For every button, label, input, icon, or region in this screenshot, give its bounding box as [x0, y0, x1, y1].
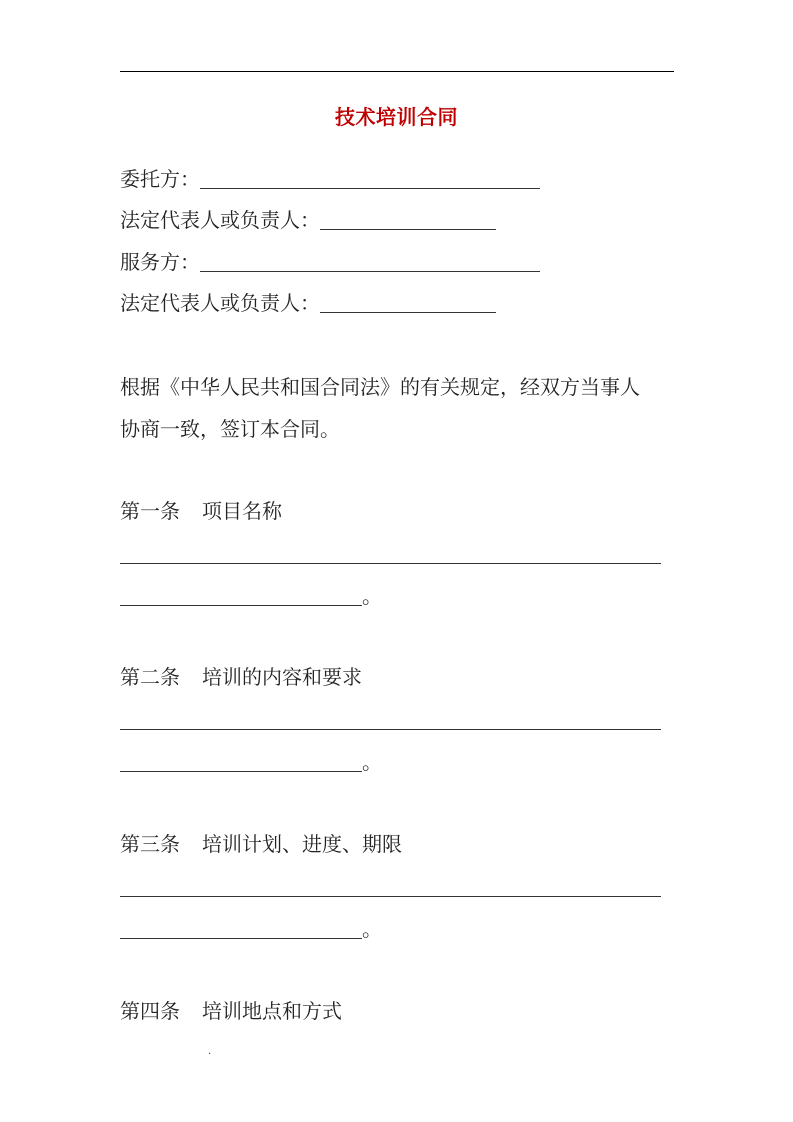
- article-4-number: 第四条: [120, 999, 180, 1023]
- party-provider-line: [120, 248, 540, 276]
- party-client-line: [120, 165, 540, 193]
- preamble-line-1: 根据《中华人民共和国合同法》的有关规定，经双方当事人: [120, 375, 640, 399]
- document-title: 技术培训合同: [335, 105, 458, 129]
- article-3-blank-line-1: [120, 873, 661, 901]
- party-client-blank[interactable]: [200, 168, 540, 189]
- article-2-blank-line-2: [120, 748, 382, 776]
- article-2-number: 第二条: [120, 665, 180, 689]
- header-rule: [120, 71, 674, 72]
- footer-mark: .: [208, 1046, 212, 1057]
- article-2-heading: [120, 663, 362, 691]
- party-client-label: 委托方：: [120, 167, 200, 191]
- article-1-blank-line-1: [120, 540, 661, 568]
- client-representative-blank[interactable]: [320, 209, 496, 230]
- article-3-blank-line-2: [120, 915, 382, 943]
- party-provider-label: 服务方：: [120, 250, 200, 274]
- article-3-title: 培训计划、进度、期限: [202, 832, 402, 856]
- article-2-blank-part[interactable]: [120, 751, 362, 772]
- article-3-number: 第三条: [120, 832, 180, 856]
- article-2-blank-full[interactable]: [120, 709, 661, 730]
- article-1-heading: [120, 497, 282, 525]
- article-1-blank-line-2: [120, 582, 382, 610]
- article-2-blank-line-1: [120, 706, 661, 734]
- article-3-blank-full[interactable]: [120, 876, 661, 897]
- article-4-heading: [120, 997, 342, 1025]
- article-1-blank-full[interactable]: [120, 543, 661, 564]
- article-1-title: 项目名称: [202, 499, 282, 523]
- provider-representative-blank[interactable]: [320, 292, 496, 313]
- article-1-blank-part[interactable]: [120, 585, 362, 606]
- provider-representative-line: [120, 289, 496, 317]
- article-3-heading: [120, 830, 402, 858]
- article-2-end-mark: 。: [362, 750, 382, 774]
- article-1-number: 第一条: [120, 499, 180, 523]
- article-2-title: 培训的内容和要求: [202, 665, 362, 689]
- party-provider-blank[interactable]: [200, 251, 540, 272]
- article-3-blank-part[interactable]: [120, 918, 362, 939]
- client-representative-label: 法定代表人或负责人：: [120, 208, 320, 232]
- article-4-title: 培训地点和方式: [202, 999, 342, 1023]
- provider-representative-label: 法定代表人或负责人：: [120, 291, 320, 315]
- article-3-end-mark: 。: [362, 917, 382, 941]
- client-representative-line: [120, 206, 496, 234]
- article-1-end-mark: 。: [362, 584, 382, 608]
- preamble-line-2: 协商一致，签订本合同。: [120, 417, 340, 441]
